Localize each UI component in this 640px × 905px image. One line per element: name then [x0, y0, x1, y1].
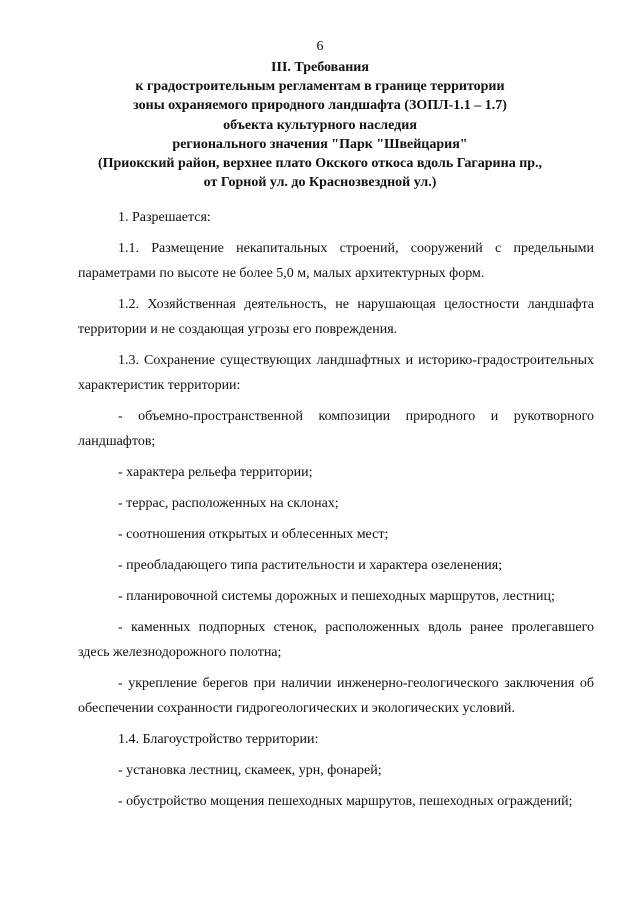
- page-number: 6: [316, 39, 324, 54]
- list-item: - укрепление берегов при наличии инженерно-геологического заключения об обеспечении сохранности гидрогеологических и экологических условий.: [78, 676, 594, 716]
- heading-line: объекта культурного наследия: [223, 117, 417, 133]
- section-heading: [70, 58, 570, 192]
- document-body: [78, 205, 594, 814]
- heading-line: от Горной ул. до Краснозвездной ул.): [203, 175, 437, 191]
- list-item: - каменных подпорных стенок, расположенных вдоль ранее пролегавшего здесь железнодорожного полотна;: [78, 620, 594, 660]
- list-item: - характера рельефа территории;: [118, 465, 313, 480]
- paragraph: 1.2. Хозяйственная деятельность, не нарушающая целостности ландшафта территории и не создающая угрозы его повреждения.: [78, 297, 594, 337]
- paragraph: 1. Разрешается:: [118, 210, 211, 225]
- list-item: - установка лестниц, скамеек, урн, фонарей;: [118, 763, 382, 778]
- heading-line: к градостроительным регламентам в границе территории: [135, 79, 505, 95]
- list-item: - террас, расположенных на склонах;: [118, 496, 339, 511]
- paragraph: 1.1. Размещение некапитальных строений, сооружений с предельными параметрами по высоте не более 5,0 м, малых архитектурных форм.: [78, 241, 594, 281]
- list-item: - соотношения открытых и облесенных мест;: [118, 527, 389, 542]
- heading-line: (Приокский район, верхнее плато Окского откоса вдоль Гагарина пр.,: [97, 156, 543, 172]
- list-item: - планировочной системы дорожных и пешеходных маршрутов, лестниц;: [118, 589, 555, 604]
- list-item: - объемно-пространственной композиции природного и рукотворного ландшафтов;: [78, 409, 594, 449]
- paragraph: 1.3. Сохранение существующих ландшафтных и историко-градостроительных характеристик территории:: [78, 353, 594, 393]
- heading-line: III. Требования: [271, 60, 369, 75]
- heading-line: зоны охраняемого природного ландшафта (ЗОПЛ-1.1 – 1.7): [133, 98, 507, 114]
- list-item: - обустройство мощения пешеходных маршрутов, пешеходных ограждений;: [118, 794, 573, 809]
- list-item: - преобладающего типа растительности и характера озеленения;: [118, 558, 503, 573]
- paragraph: 1.4. Благоустройство территории:: [118, 732, 319, 747]
- heading-line: регионального значения "Парк "Швейцария": [172, 136, 468, 152]
